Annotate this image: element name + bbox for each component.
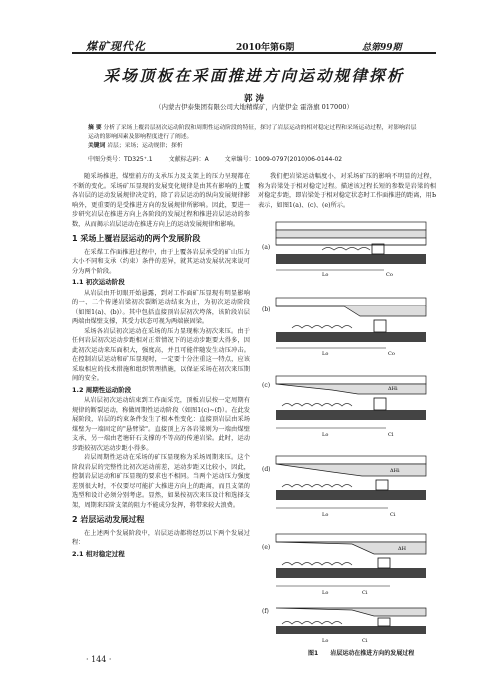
figure-caption [308,648,424,657]
section-1-2-text-2: 岩层周期性运动在采场的矿压显现称为采场周期来压。这个阶段岩层的完整性比初次运动前差，运动步距又比较小，因此，控制岩层运动和矿压显现的要求也不相同。当两个运动压力强度差别很大时，不仅要尽可能扩大推进方向上的距离，而且支架的选型和设计必须分别考虑。显然，如果按初次来压设计和选择支架，周期来压阶支架的阻力不能成分发挥，将带来较大浪费。 [72,454,250,509]
header-rule [72,52,436,54]
strata-diagram-d [262,450,432,522]
strata-diagram-e [262,528,432,600]
dim-label: ΔHi [388,386,398,392]
section-2-1-heading: 2.1 相对稳定过程 [72,549,125,558]
section-1-heading: 1 采场上覆岩层运动的两个发展阶段 [72,234,201,243]
right-column-text: 我们把岩梁运动幅度小，对采场矿压的影响不明显的过程，称为岩梁处于相对稳定过程。描述该过程长短的参数是岩梁的相对稳定步距，即岩梁处于相对稳定状态时工作面推进的距离，用Ь表示，如图1(a)、(c)、(e)所示。 [258,173,436,209]
journal-name: 煤矿现代化 [86,40,146,53]
volume-label: 总第99期 [362,43,402,53]
intro-paragraph: 随采场推进，煤壁前方的支承压力及支架上的压力呈现都在不断的变化。采场矿压显现的发展变化规律是由其有影响的上覆各岩层的运动发展规律决定的，除了岩层运动的纵向发展规律影响外，更重要的是受推进方向的发展规律所影响。因此，要进一步研究岩层在推进方向上各阶段的发展过程和推进岩层运动的参数，从而揭示岩层运动在推进方向上的运动发展规律和影响。 [72,173,250,228]
figure-panel-a [262,214,432,284]
strata-diagram-b [262,292,432,362]
issue-label: 2010年第6期 [236,43,295,53]
section-2-text: 在上述两个发展阶段中，岩层运动都将经历以下两个发展过程： [72,529,250,546]
panel-label: (a) [262,244,271,251]
dim-label: Lo [322,272,329,278]
dim-label: Co [386,272,393,278]
figure-number: 图1 [308,650,319,657]
panel-label: (b) [262,306,271,313]
article-number: 文章编号：1009-0797(2010)06-0144-02 [224,156,343,163]
figure-panel-b [262,292,432,362]
panel-label: (e) [262,544,271,551]
figure-panel-e [262,528,432,600]
abstract [88,124,418,151]
section-1-2-heading: 1.2 周期性运动阶段 [72,385,132,394]
strata-diagram-a [262,214,432,284]
keywords-text: 岩层；采场；运动规律；探析 [107,143,183,149]
dim-label: Cl [388,432,394,438]
dim-label: Ci [362,638,368,644]
left-column [72,172,250,560]
clc-number: 中图分类号：TD325⁺.1 [88,156,153,163]
classification-line [88,154,428,163]
abstract-label: 摘 要 [88,125,102,131]
dim-label: ΔH [398,546,406,552]
section-1-2-text-1: 从岩层初次运动结束到工作面采完，顶板岩层按一定周期有规律的断裂运动，称做周期性运动阶段（如图1(c)~(f)）。在此发展阶段，岩层的约束条件发生了根本性变化：直接顶岩层由采场煤壁为一端固定的"悬臂梁"。直接顶上方各岩梁则为一端由煤壁支承，另一端由老塘矸石支撑的不等高的传递岩梁。此时，运动步距较初次运动步距小得多。 [72,397,250,452]
page-number: · 144 · [86,655,112,664]
section-2-heading: 2 岩层运动发展过程 [72,515,145,524]
dim-label: Lo [322,590,329,596]
dim-label: Ci [362,590,368,596]
dim-label: Lo [322,638,329,644]
dim-label: Lo [322,512,329,518]
dim-label: Lo [322,432,329,438]
dim-label: Lo [322,351,329,357]
figure-caption-text: 岩层运动在推进方向的发展过程 [330,650,415,657]
author-name: 郭 涛 [244,94,264,104]
abstract-text: 分析了采场上覆岩层初次运动阶段和周期性运动阶段的特征，探讨了岩层运动的相对稳定过程和采场运动过程，对影响岩层运动的影响因素及影响程度进行了阐述。 [88,125,417,140]
figure-panel-d [262,450,432,522]
figure-panel-c [262,370,432,444]
section-1-1-text-1: 从岩层由开切眼开始悬露，到对工作面矿压显现有明显影响的一、二个传递岩梁初次裂断运动结束为止，为初次运动阶段（如图1(a)、(b)）。其中包括直接顶岩层初次垮落，该阶段岩层两端由煤壁支撑，其受力状态可视为两端嵌固梁。 [72,289,250,325]
section-1-text: 在采煤工作面推进过程中，由于上覆各岩层承受的矿山压力大小不同和支承（约束）条件的差异，就其运动发展状况来说可分为两个阶段。 [72,248,250,275]
keywords-label: 关键词 [88,143,106,149]
figure-panel-f [262,602,432,646]
right-column [258,172,436,210]
document-code: 文献标志码：A [168,156,209,163]
page-header [0,0,497,52]
panel-label: (c) [262,382,271,389]
section-1-1-heading: 1.1 初次运动阶段 [72,278,125,286]
panel-label: (f) [262,608,269,615]
strata-diagram-c [262,370,432,444]
author-affiliation: （内蒙古伊泰集团有限公司大地精煤矿，内蒙伊金 霍洛旗 017000） [155,103,353,111]
panel-label: (d) [262,466,271,473]
dim-label: Co [388,351,395,357]
section-1-1-text-2: 采场各岩层初次运动在采场的压力显现称为初次来压。由于任何岩层初次运动步距相对正常情况下的运动步距要大得多，因此初次运动来压面积大，强度高，并且可能伴随发生动压冲击。在控制岩层运动和矿压显现时，一定要十分注重这一特点，应该采取相应的技术措施和组织管理措施，以保证采场在初次来压期间的安全。 [72,327,250,382]
dim-label: ΔHi [390,468,400,474]
article-title: 采场顶板在采面推进方向运动规律探析 [103,66,405,85]
dim-label: Ci [390,512,396,518]
strata-diagram-f [262,602,432,646]
